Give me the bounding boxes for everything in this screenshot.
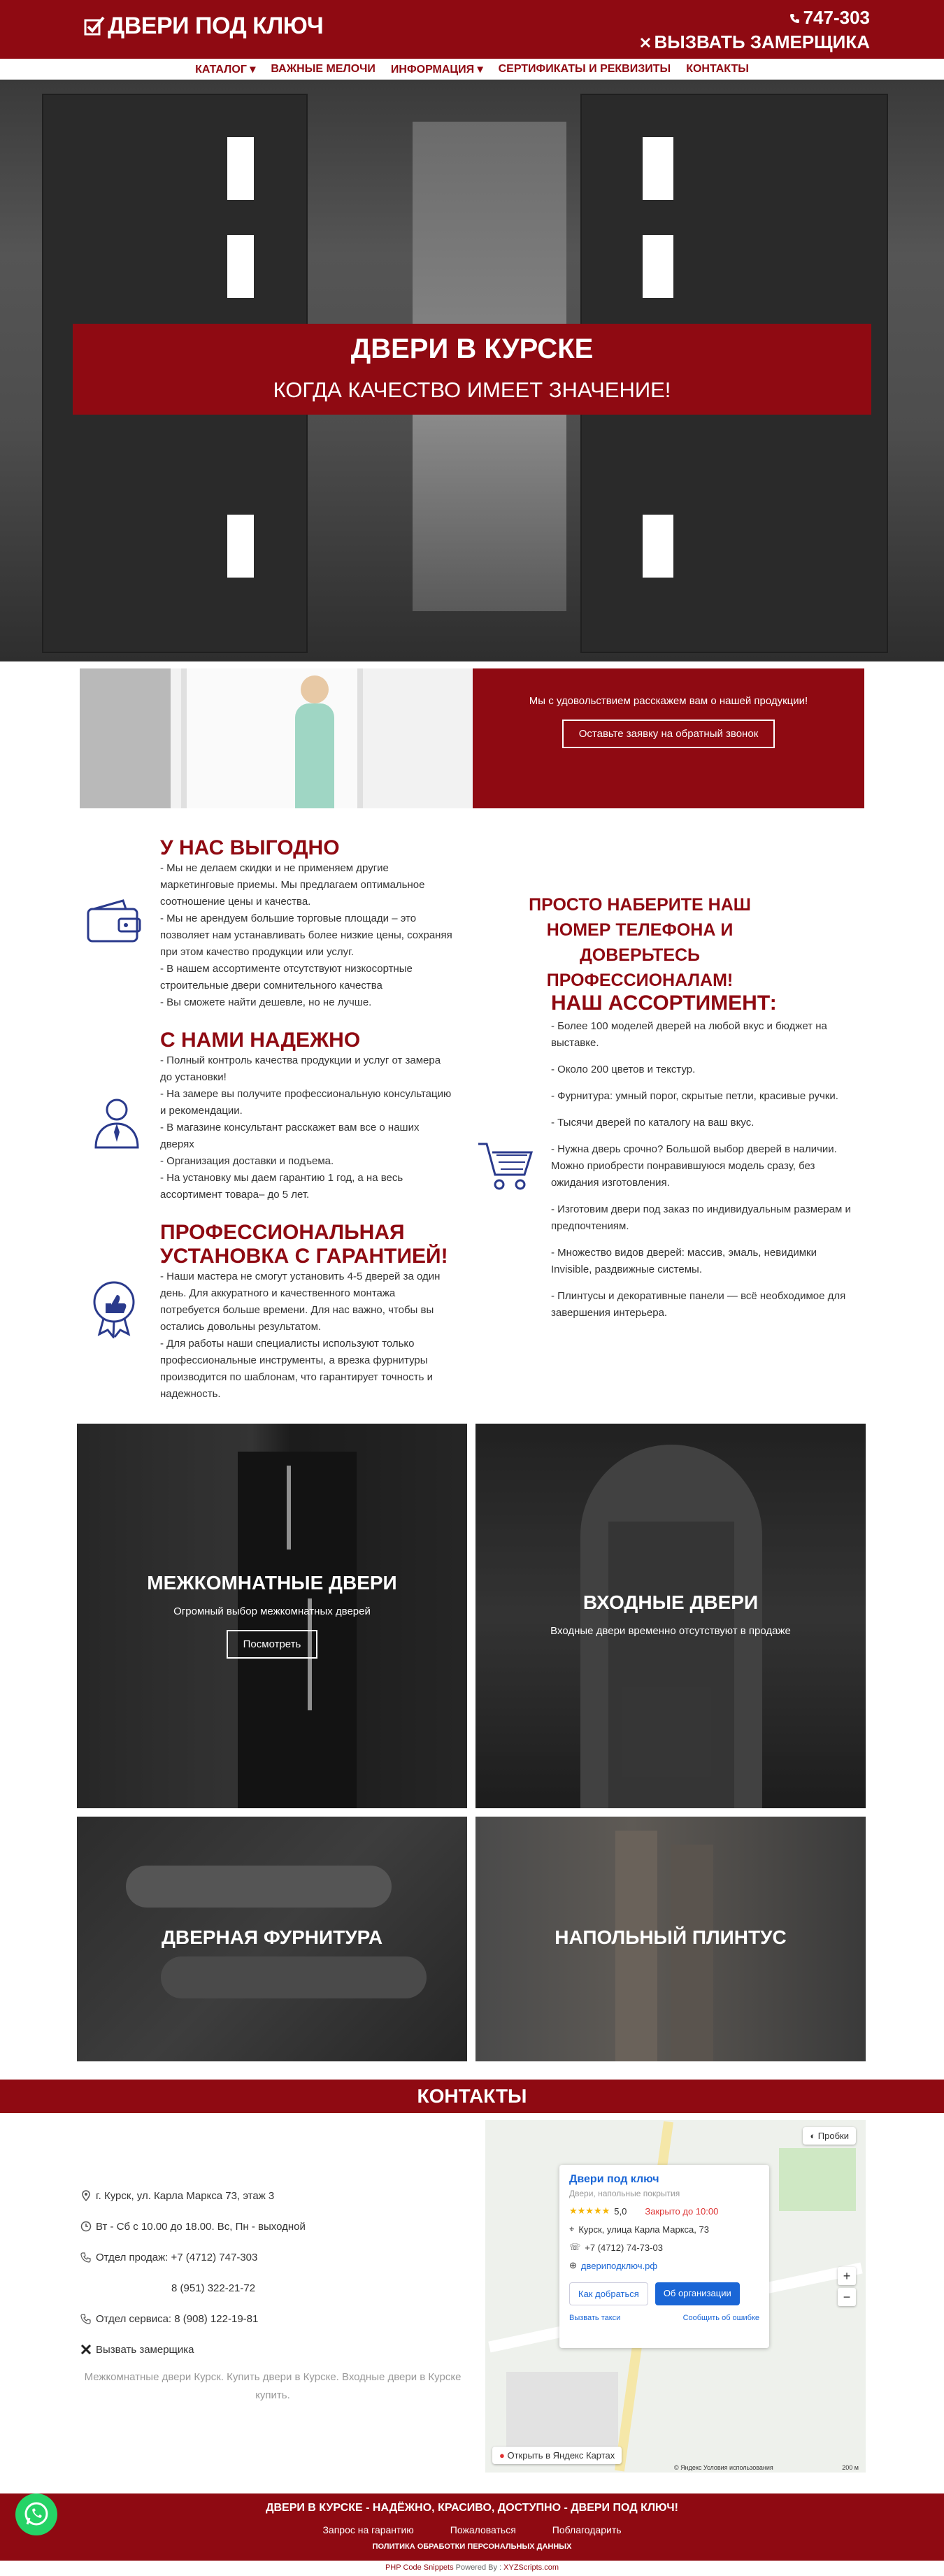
report-error-link[interactable]: Сообщить об ошибке [682,2314,759,2322]
zoom-out-button[interactable]: − [838,2288,856,2306]
category-interior-title: МЕЖКОМНАТНЫЕ ДВЕРИ [147,1572,397,1594]
footer-links [0,2524,944,2535]
benefits-section [0,808,944,1424]
map-org-title[interactable]: Двери под ключ [569,2173,659,2185]
whatsapp-button[interactable] [15,2493,57,2535]
promo-panel [473,668,864,808]
powered-by [0,2561,944,2576]
category-hardware-title: ДВЕРНАЯ ФУРНИТУРА [161,1926,383,1948]
phone-icon [789,13,801,24]
view-interior-doors-button[interactable]: Посмотреть [227,1630,318,1659]
benefit-reliable-text: - Полный контроль качества продукции и услуг от замера до установки! - На замере вы получите профессиональную консультацию и рекомендации. - В магазине консультант расскажет вам все о наших дверях - Организация доставки и подъема. - На установку мы даем гарантию 1 год, а на весь ассортимент товара– до 5 лет. [160,1054,452,1201]
zoom-in-button[interactable]: + [838,2267,856,2285]
contacts-section [0,2113,944,2477]
whatsapp-icon [15,2493,57,2535]
nav-item-information[interactable]: ИНФОРМАЦИЯ ▾ [390,63,483,76]
rating-stars-icon: ★★★★★ [569,2205,610,2216]
category-grid [77,1424,867,2061]
hero-subtitle: КОГДА КАЧЕСТВО ИМЕЕТ ЗНАЧЕНИЕ! [273,378,671,402]
footer-link-complain[interactable]: Пожаловаться [450,2524,516,2535]
nav-item-small-things[interactable]: ВАЖНЫЕ МЕЛОЧИ [271,62,376,75]
map-attribution: © Яндекс Условия использования [674,2464,773,2471]
assortment-title: НАШ АССОРТИМЕНТ: [551,992,777,1015]
header-phone[interactable] [640,7,870,29]
footer [0,2493,944,2561]
footer-slogan: ДВЕРИ В КУРСКЕ - НАДЁЖНО, КРАСИВО, ДОСТУПНО - ДВЕРИ ПОД КЛЮЧ! [266,2502,678,2514]
assortment-item: - Изготовим двери под заказ по индивидуальным размерам и предпочтениям. [551,1203,851,1232]
clock-icon [80,2221,92,2232]
tools-icon [640,37,651,48]
chevron-down-icon: ▾ [250,63,256,76]
nav-item-contacts[interactable]: КОНТАКТЫ [686,62,749,75]
contacts-heading: КОНТАКТЫ [0,2080,944,2113]
map-pin-icon [80,2190,92,2201]
globe-icon: ⊕ [569,2260,577,2270]
contact-address: г. Курск, ул. Карла Маркса 73, этаж 3 [80,2180,306,2211]
category-entrance-title: ВХОДНЫЕ ДВЕРИ [582,1591,759,1613]
yandex-map[interactable] [485,2120,866,2473]
assortment-item: - Нужна дверь срочно? Большой выбор дверей в наличии. Можно приобрести понравившуюся модель сразу, без ожидания изготовления. [551,1143,837,1189]
benefit-profitable-title: У НАС ВЫГОДНО [160,836,340,859]
footer-link-warranty[interactable]: Запрос на гарантию [322,2524,414,2535]
callback-promo [80,668,864,808]
checkbox-logo-icon [84,16,105,37]
map-address: Курск, улица Карла Маркса, 73 [578,2224,709,2235]
top-header [0,0,944,59]
contact-sales-phone-2[interactable]: 8 (951) 322-21-72 [171,2282,256,2294]
contact-service-phone[interactable]: Отдел сервиса: 8 (908) 122-19-81 [80,2303,306,2334]
assortment-item: - Плинтусы и декоративные панели — всё необходимое для завершения интерьера. [551,1290,846,1319]
main-nav [0,59,944,80]
taxi-link[interactable]: Вызвать такси [569,2314,621,2322]
hero-title: ДВЕРИ В КУРСКЕ [350,334,594,364]
route-button[interactable]: Как добраться [569,2282,648,2305]
contact-call-measurer[interactable]: Вызвать замерщика [80,2334,306,2365]
map-rating: 5,0 [614,2205,627,2217]
phone-icon [80,2252,92,2263]
phone-icon [80,2313,92,2324]
powered-by-text: Powered By : [453,2563,504,2572]
org-info-button[interactable]: Об организации [655,2282,740,2305]
map-site[interactable]: дверипoдключ.рф [580,2260,658,2271]
map-org-subtitle: Двери, напольные покрытия [569,2189,680,2198]
map-phone[interactable]: +7 (4712) 74-73-03 [585,2242,663,2253]
hero-banner [73,324,871,415]
traffic-icon: ◐ [810,2131,816,2141]
php-snippets-link[interactable]: PHP Code Snippets [385,2563,454,2572]
phone-icon: ☏ [569,2242,581,2252]
call-us-cta: ПРОСТО НАБЕРИТЕ НАШ НОМЕР ТЕЛЕФОНА И ДОВЕРЬТЕСЬ ПРОФЕССИОНАЛАМ! [529,895,751,990]
map-org-card [559,2165,769,2348]
benefit-reliable-title: С НАМИ НАДЕЖНО [160,1029,361,1052]
logo-text: ДВЕРИ ПОД КЛЮЧ [108,13,324,39]
contact-hours: Вт - Сб с 10.00 до 18.00. Вс, Пн - выходной [80,2211,306,2242]
category-plinth-title: НАПОЛЬНЫЙ ПЛИНТУС [555,1926,787,1948]
xyzscripts-link[interactable]: XYZScripts.com [503,2563,559,2572]
map-pin-icon: ⌖ [569,2224,575,2234]
category-interior-subtitle: Огромный выбор межкомнатных дверей [173,1605,371,1617]
category-entrance-doors[interactable] [475,1424,866,1808]
call-measurer-text: ВЫЗВАТЬ ЗАМЕРЩИКА [654,31,870,52]
footer-link-thank[interactable]: Поблагодарить [552,2524,622,2535]
hero-section [0,80,944,661]
category-floor-plinth[interactable] [475,1817,866,2061]
assortment-item: - Около 200 цветов и текстур. [551,1064,696,1075]
nav-item-catalog[interactable]: КАТАЛОГ ▾ [195,63,256,76]
callback-request-button[interactable]: Оставьте заявку на обратный звонок [562,720,775,748]
promo-text: Мы с удовольствием расскажем вам о нашей продукции! [529,695,808,707]
traffic-button[interactable]: ◐ Пробки [803,2127,856,2145]
open-in-yandex-link[interactable]: ● Открыть в Яндекс Картах [492,2447,622,2464]
category-door-hardware[interactable] [77,1817,467,2061]
assortment-item: - Множество видов дверей: массив, эмаль, невидимки Invisible, раздвижные системы. [551,1247,817,1275]
benefit-installation-text: - Наши мастера не смогут установить 4-5 дверей за один день. Для аккуратного и качественного монтажа потребуется больше времени. Для нас важно, чтобы вы остались довольны результатом. - Для работы наши специалисты используют только профессиональные инструменты, а врезка фурнитуры производится по шаблонам, что гарантирует точность и надежность. [160,1271,441,1400]
privacy-policy-link[interactable]: ПОЛИТИКА ОБРАБОТКИ ПЕРСОНАЛЬНЫХ ДАННЫХ [372,2542,572,2551]
header-phone-text: 747-303 [803,7,870,28]
benefit-installation-title: ПРОФЕССИОНАЛЬНАЯ УСТАНОВКА С ГАРАНТИЕЙ! [160,1221,448,1268]
thumbs-up-badge-icon [83,1275,145,1338]
call-measurer-link[interactable] [640,31,870,53]
benefit-profitable-text: - Мы не делаем скидки и не применяем другие маркетинговые приемы. Мы предлагаем оптимальное соотношение цены и качества. - Мы не арендуем большие торговые площади – это позволяет нам устанавливать более низкие цены, сохраняя при этом качество продукции или услуг. - В нашем ассортименте отсутствуют низкосортные строительные двери сомнительного качества - Вы сможете найти дешевле, но не лучше. [160,862,452,1008]
assortment-list [551,1018,859,1331]
assortment-item: - Тысячи дверей по каталогу на ваш вкус. [551,1117,755,1129]
logo[interactable] [84,13,323,40]
assortment-item: - Более 100 моделей дверей на любой вкус и бюджет на выставке. [551,1020,827,1049]
tools-icon [80,2344,92,2355]
contact-sales-phone[interactable]: Отдел продаж: +7 (4712) 747-303 [80,2242,306,2273]
seo-text: Межкомнатные двери Курск. Купить двери в Курске. Входные двери в Курске купить. [84,2371,462,2401]
category-entrance-subtitle: Входные двери временно отсутствуют в продаже [550,1625,791,1637]
map-marker-icon: ● [499,2450,505,2461]
wallet-icon [83,894,145,957]
map-status: Закрыто до 10:00 [645,2205,719,2217]
assortment-item: - Фурнитура: умный порог, скрытые петли, красивые ручки. [551,1090,838,1102]
shopping-cart-icon [475,1134,538,1197]
category-interior-doors[interactable] [77,1424,467,1808]
nav-item-certificates[interactable]: СЕРТИФИКАТЫ И РЕКВИЗИТЫ [498,62,671,75]
promo-image [80,668,473,808]
map-scale: 200 м [842,2464,859,2471]
consultant-icon [85,1092,148,1154]
chevron-down-icon: ▾ [477,63,483,76]
